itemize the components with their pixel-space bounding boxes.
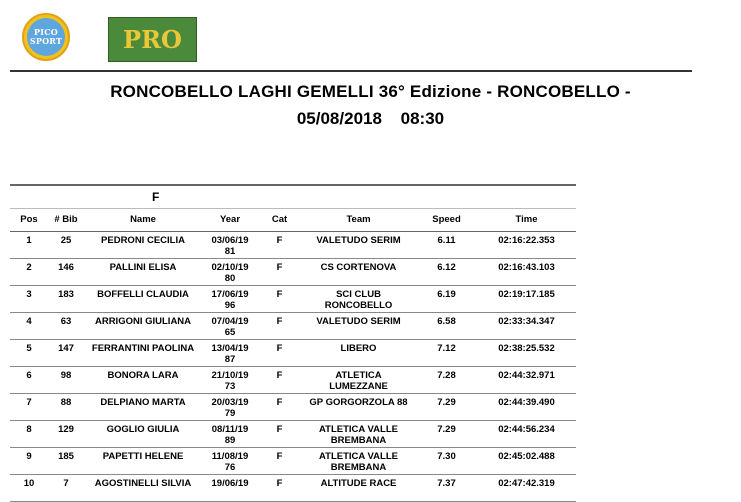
col-header-team: Team xyxy=(346,214,371,225)
cell-team: ATLETICA VALLE BREMBANA xyxy=(319,424,398,446)
cell-pos: 3 xyxy=(26,289,32,300)
cell-pos: 1 xyxy=(26,235,32,246)
page-subtitle: 05/08/2018 08:30 xyxy=(296,109,445,128)
cell-bib: 63 xyxy=(60,316,72,327)
cell-name: DELPIANO MARTA xyxy=(100,397,186,408)
cell-speed: 7.29 xyxy=(437,397,456,408)
cell-team: ALTITUDE RACE xyxy=(320,478,397,489)
cell-cat: F xyxy=(276,397,283,408)
cell-name: FERRANTINI PAOLINA xyxy=(91,343,195,354)
cell-cat: F xyxy=(276,424,283,435)
table-body xyxy=(10,232,576,502)
cell-time: 02:47:42.319 xyxy=(498,478,555,489)
cell-year: 21/10/19 73 xyxy=(211,370,249,392)
cell-bib: 146 xyxy=(58,262,74,273)
cell-year: 03/06/19 81 xyxy=(211,235,249,257)
cell-year: 11/08/19 76 xyxy=(211,451,249,473)
cell-cat: F xyxy=(276,316,283,327)
cell-time: 02:16:22.353 xyxy=(498,235,555,246)
cell-speed: 7.29 xyxy=(437,424,456,435)
cell-cat: F xyxy=(276,478,283,489)
cell-time: 02:19:17.185 xyxy=(498,289,555,300)
cell-name: ARRIGONI GIULIANA xyxy=(94,316,192,327)
cell-pos: 4 xyxy=(26,316,32,327)
cell-name: PALLINI ELISA xyxy=(109,262,177,273)
col-header-speed: Speed xyxy=(432,214,461,225)
cell-team: CS CORTENOVA xyxy=(320,262,397,273)
col-header-year: Year xyxy=(219,214,241,225)
cell-speed: 6.11 xyxy=(437,235,456,246)
cell-name: PAPETTI HELENE xyxy=(102,451,184,462)
page-title: RONCOBELLO LAGHI GEMELLI 36° Edizione - RONCOBELLO - xyxy=(110,82,631,101)
cell-speed: 7.30 xyxy=(437,451,456,462)
cell-year: 13/04/19 87 xyxy=(211,343,249,365)
col-header-bib: # Bib xyxy=(54,214,78,225)
pico-sport-logo-text xyxy=(27,18,65,56)
table-row xyxy=(10,475,576,502)
logo-word-1: PICO xyxy=(34,27,58,37)
cell-cat: F xyxy=(276,451,283,462)
table-row xyxy=(10,448,576,475)
cell-pos: 7 xyxy=(26,397,32,408)
cell-cat: F xyxy=(276,262,283,273)
table-row xyxy=(10,259,576,286)
cell-pos: 5 xyxy=(26,343,32,354)
cell-bib: 25 xyxy=(60,235,72,246)
cell-team: GP GORGORZOLA 88 xyxy=(309,397,408,408)
cell-time: 02:16:43.103 xyxy=(498,262,555,273)
cell-time: 02:45:02.488 xyxy=(498,451,555,462)
cell-year: 20/03/19 79 xyxy=(211,397,249,419)
category-group-row xyxy=(10,186,576,209)
results-table xyxy=(10,184,576,502)
cell-bib: 185 xyxy=(58,451,74,462)
cell-year: 07/04/19 65 xyxy=(211,316,249,338)
cell-pos: 6 xyxy=(26,370,32,381)
col-header-name: Name xyxy=(130,214,156,225)
cell-bib: 7 xyxy=(63,478,69,489)
table-row xyxy=(10,367,576,394)
col-header-cat: Cat xyxy=(271,214,288,225)
cell-speed: 6.12 xyxy=(437,262,456,273)
cell-team: SCI CLUB RONCOBELLO xyxy=(324,289,393,311)
cell-cat: F xyxy=(276,235,283,246)
cell-year: 19/06/19 xyxy=(211,478,249,489)
table-row xyxy=(10,394,576,421)
cell-cat: F xyxy=(276,370,283,381)
col-header-pos: Pos xyxy=(20,214,38,225)
cell-bib: 88 xyxy=(60,397,72,408)
cell-bib: 98 xyxy=(60,370,72,381)
cell-name: PEDRONI CECILIA xyxy=(101,235,185,246)
cell-cat: F xyxy=(276,343,283,354)
cell-name: AGOSTINELLI SILVIA xyxy=(94,478,192,489)
cell-name: BONORA LARA xyxy=(107,370,179,381)
cell-speed: 7.28 xyxy=(437,370,456,381)
cell-year: 08/11/19 89 xyxy=(211,424,249,446)
cell-speed: 7.12 xyxy=(437,343,456,354)
cell-time: 02:33:34.347 xyxy=(498,316,555,327)
table-row xyxy=(10,313,576,340)
cell-speed: 7.37 xyxy=(437,478,456,489)
cell-time: 02:44:32.971 xyxy=(498,370,555,381)
cell-year: 02/10/19 80 xyxy=(211,262,249,284)
cell-cat: F xyxy=(276,289,283,300)
cell-pos: 10 xyxy=(23,478,35,489)
cell-time: 02:38:25.532 xyxy=(498,343,555,354)
cell-time: 02:44:39.490 xyxy=(498,397,555,408)
cell-name: GOGLIO GIULIA xyxy=(106,424,180,435)
category-group-label: F xyxy=(152,190,160,204)
table-row xyxy=(10,232,576,259)
cell-team: ATLETICA VALLE BREMBANA xyxy=(319,451,398,473)
table-row xyxy=(10,340,576,367)
table-row xyxy=(10,421,576,448)
cell-team: VALETUDO SERIM xyxy=(316,316,401,327)
cell-team: VALETUDO SERIM xyxy=(316,235,401,246)
pro-logo xyxy=(108,17,197,62)
cell-speed: 6.58 xyxy=(437,316,456,327)
cell-team: LIBERO xyxy=(340,343,377,354)
col-header-time: Time xyxy=(515,214,538,225)
cell-year: 17/06/19 96 xyxy=(211,289,249,311)
cell-team: ATLETICA LUMEZZANE xyxy=(329,370,388,392)
header-divider xyxy=(10,70,692,72)
cell-bib: 129 xyxy=(58,424,74,435)
cell-time: 02:44:56.234 xyxy=(498,424,555,435)
cell-name: BOFFELLI CLAUDIA xyxy=(97,289,189,300)
pro-logo-text: PRO xyxy=(123,25,182,54)
table-header-row xyxy=(10,209,576,232)
table-row xyxy=(10,286,576,313)
cell-pos: 2 xyxy=(26,262,32,273)
pico-sport-logo xyxy=(22,13,70,61)
logo-word-2: SPORT xyxy=(29,36,63,46)
cell-bib: 147 xyxy=(58,343,74,354)
cell-speed: 6.19 xyxy=(437,289,456,300)
cell-bib: 183 xyxy=(58,289,74,300)
cell-pos: 8 xyxy=(26,424,32,435)
cell-pos: 9 xyxy=(26,451,32,462)
